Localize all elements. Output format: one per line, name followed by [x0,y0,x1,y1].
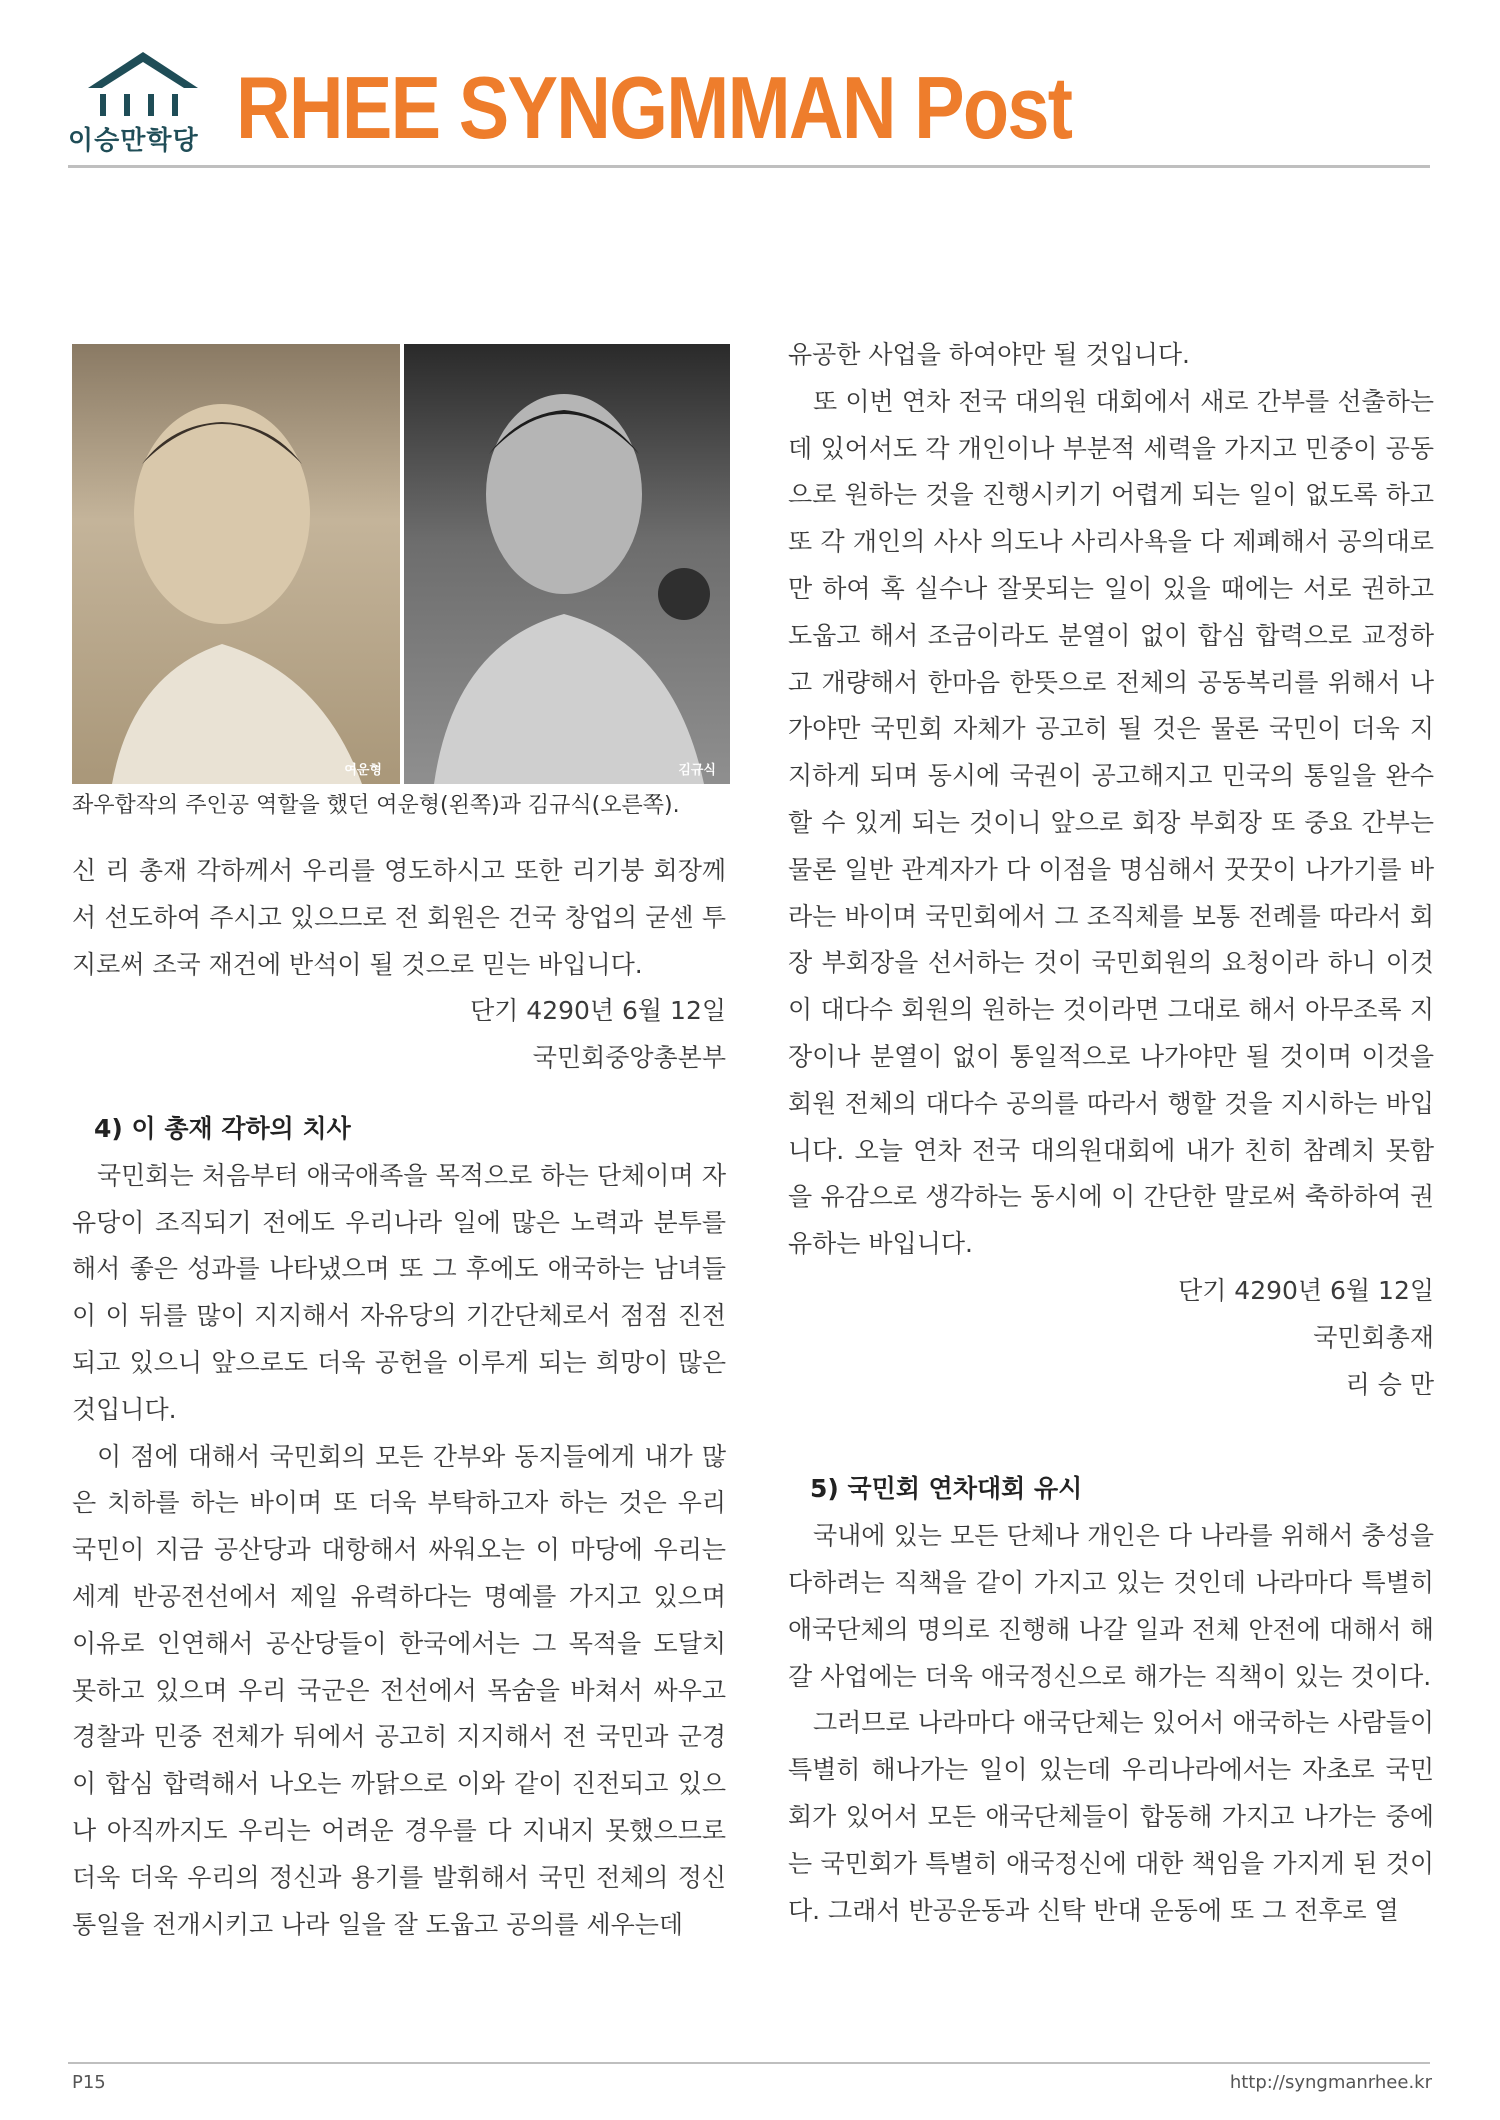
portrait-illustration [404,344,730,784]
footer-url[interactable]: http://syngmanrhee.kr [1229,2072,1432,2093]
signature-line: 국민회중앙총본부 [532,1043,726,1073]
signature-line: 리 승 만 [1345,1369,1434,1399]
footer-divider [68,2062,1430,2064]
page-number: P15 [72,2072,106,2093]
logo-text: 이승만학당 [68,126,199,156]
portrait-illustration [72,344,400,784]
masthead-title: RHEE SYNGMMAN Post [236,58,1072,157]
photo-right [404,344,730,784]
body-paragraph: 국내에 있는 모든 단체나 개인은 다 나라를 위해서 충성을 다하려는 직책을 같이 가지고 있는 것인데 나라마다 특별히 애국단체의 명의로 진행해 나갈 일과 전체 안전에 대해서 해 갈 사업에는 더욱 애국정신으로 해가는 직책이 있는 것이다. [788,1521,1434,1691]
body-paragraph: 유공한 사업을 하여야만 될 것입니다. [788,340,1190,369]
photo-left [72,344,400,784]
logo [68,48,218,158]
date-line: 단기 4290년 6월 12일 [470,996,726,1026]
section-heading: 4) 이 총재 각하의 치사 [94,1113,351,1143]
photo-pair [72,344,730,784]
right-column [788,332,1434,1934]
photo-caption: 좌우합작의 주인공 역할을 했던 여운형(왼쪽)과 김규식(오른쪽). [72,793,680,818]
photo-label-left: 여운형 [344,763,382,778]
body-paragraph: 이 점에 대해서 국민회의 모든 간부와 동지들에게 내가 많은 치하를 하는 바이며 또 더욱 부탁하고자 하는 것은 우리 국민이 지금 공산당과 대항해서 싸워오는 이 마당에 우리는 세계 반공전선에서 제일 유력하다는 명예를 가지고 있으며 이유로 인연해서 공산당들이 한국에서는 그 목적을 도달치 못하고 있으며 우리 국군은 전선에서 목숨을 바쳐서 싸우고 경찰과 민중 전체가 뒤에서 공고히 지지해서 전 국민과 군경이 합심 합력해서 나오는 까닭으로 이와 같이 진전되고 있으나 아직까지도 우리는 어려운 경우를 다 지내지 못했으므로 더욱 더욱 우리의 정신과 용기를 발휘해서 국민 전체의 정신통일을 전개시키고 나라 일을 잘 도웁고 공의를 세우는데 [72,1441,726,1939]
house-icon [86,48,200,120]
body-paragraph: 국민회는 처음부터 애국애족을 목적으로 하는 단체이며 자유당이 조직되기 전에도 우리나라 일에 많은 노력과 분투를 해서 좋은 성과를 나타냈으며 또 그 후에도 애국하는 남녀들이 이 뒤를 많이 지지해서 자유당의 기간단체로서 점점 진전되고 있으니 앞으로도 더욱 공헌을 이루게 되는 희망이 많은 것입니다. [72,1160,726,1424]
header-divider [68,165,1430,168]
date-line: 단기 4290년 6월 12일 [1178,1275,1434,1305]
opening-paragraph: 신 리 총재 각하께서 우리를 영도하시고 또한 리기붕 회장께서 선도하여 주시고 있으므로 전 회원은 건국 창업의 굳센 투지로써 조국 재건에 반석이 될 것으로 믿는 바입니다. [72,856,726,979]
body-paragraph: 그러므로 나라마다 애국단체는 있어서 애국하는 사람들이 특별히 해나가는 일이 있는데 우리나라에서는 자초로 국민회가 있어서 모든 애국단체들이 합동해 가지고 나가는 중에는 국민회가 특별히 애국정신에 대한 책임을 가지게 된 것이다. 그래서 반공운동과 신탁 반대 운동에 또 그 전후로 열 [788,1708,1434,1925]
page-header [68,48,1428,168]
body-paragraph: 또 이번 연차 전국 대의원 대회에서 새로 간부를 선출하는 데 있어서도 각 개인이나 부분적 세력을 가지고 민중이 공동으로 원하는 것을 진행시키기 어렵게 되는 일이 없도록 하고 또 각 개인의 사사 의도나 사리사욕을 다 제폐해서 공의대로만 하여 혹 실수나 잘못되는 일이 있을 때에는 서로 권하고 도웁고 해서 조금이라도 분열이 없이 합심 합력으로 교정하고 개량해서 한마음 한뜻으로 전체의 공동복리를 위해서 나가야만 국민회 자체가 공고히 될 것은 물론 국민이 더욱 지지하게 되며 동시에 국권이 공고해지고 민국의 통일을 완수할 수 있게 되는 것이니 앞으로 회장 부회장 또 중요 간부는 물론 일반 관계자가 다 이점을 명심해서 꿋꿋이 나가기를 바라는 바이며 국민회에서 그 조직체를 보통 전례를 따라서 회장 부회장을 선서하는 것이 국민회원의 요청이라 하니 이것이 대다수 회원의 원하는 것이라면 그대로 해서 아무조록 지장이나 분열이 없이 통일적으로 나가야만 될 것이며 이것을 회원 전체의 대다수 공의를 따라서 행할 것을 지시하는 바입니다. 오늘 연차 전국 대의원대회에 내가 친히 참례치 못함을 유감으로 생각하는 동시에 이 간단한 말로써 축하하여 권유하는 바입니다. [788,386,1434,1259]
section-heading: 5) 국민회 연차대회 유시 [810,1474,1083,1504]
photo-label-right: 김규식 [678,763,716,778]
organization-line: 국민회총재 [1313,1322,1434,1352]
left-column [72,848,726,1948]
